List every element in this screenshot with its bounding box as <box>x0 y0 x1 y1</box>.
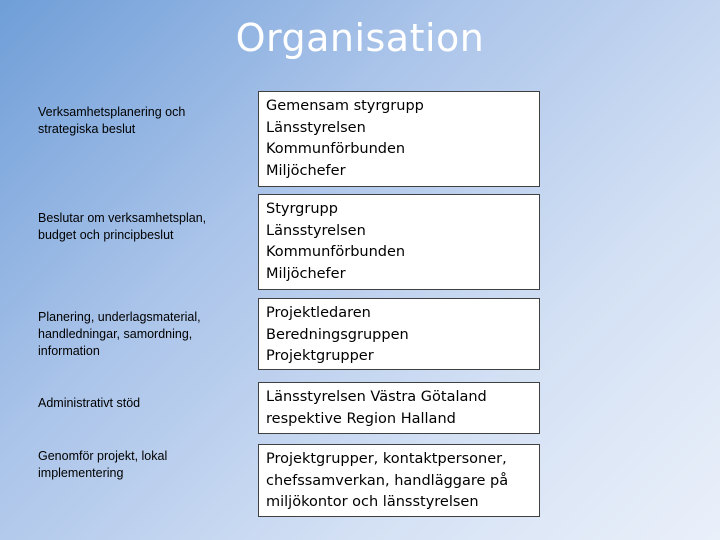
box-styrgrupp <box>258 194 540 290</box>
row-label-administrativt-stod: Administrativt stöd <box>38 396 141 410</box>
box-line: Miljöchefer <box>266 162 346 179</box>
box-line: Länsstyrelsen <box>266 119 366 136</box>
box-lansstyrelsen-vg <box>258 382 540 434</box>
box-line: Projektgrupper, kontaktpersoner, chefssamverkan, handläggare på miljökontor och länsstyrelsen <box>266 451 509 510</box>
box-line: Länsstyrelsen <box>266 222 366 239</box>
box-gemensam-styrgrupp <box>258 91 540 187</box>
box-line: Beredningsgruppen <box>266 326 409 343</box>
slide-title: Organisation <box>235 16 485 60</box>
box-line: Miljöchefer <box>266 265 346 282</box>
row-label-beslutar: Beslutar om verksamhetsplan, budget och principbeslut <box>38 211 207 242</box>
box-projektledaren <box>258 298 540 370</box>
box-line: Kommunförbunden <box>266 141 406 157</box>
box-line: Projektledaren <box>266 305 371 321</box>
box-line: Gemensam styrgrupp <box>266 98 424 114</box>
row-label-planering: Planering, underlagsmaterial, handledningar, samordning, information <box>38 310 201 358</box>
box-projektgrupper <box>258 444 540 517</box>
row-label-verksamhetsplanering: Verksamhetsplanering och strategiska beslut <box>38 105 186 136</box>
row-label-genomfor-projekt: Genomför projekt, lokal implementering <box>38 449 168 480</box>
box-line: Projektgrupper <box>266 348 374 364</box>
box-line: Länsstyrelsen Västra Götaland respektive Region Halland <box>266 389 487 427</box>
box-line: Styrgrupp <box>266 201 338 217</box>
box-line: Kommunförbunden <box>266 244 406 260</box>
